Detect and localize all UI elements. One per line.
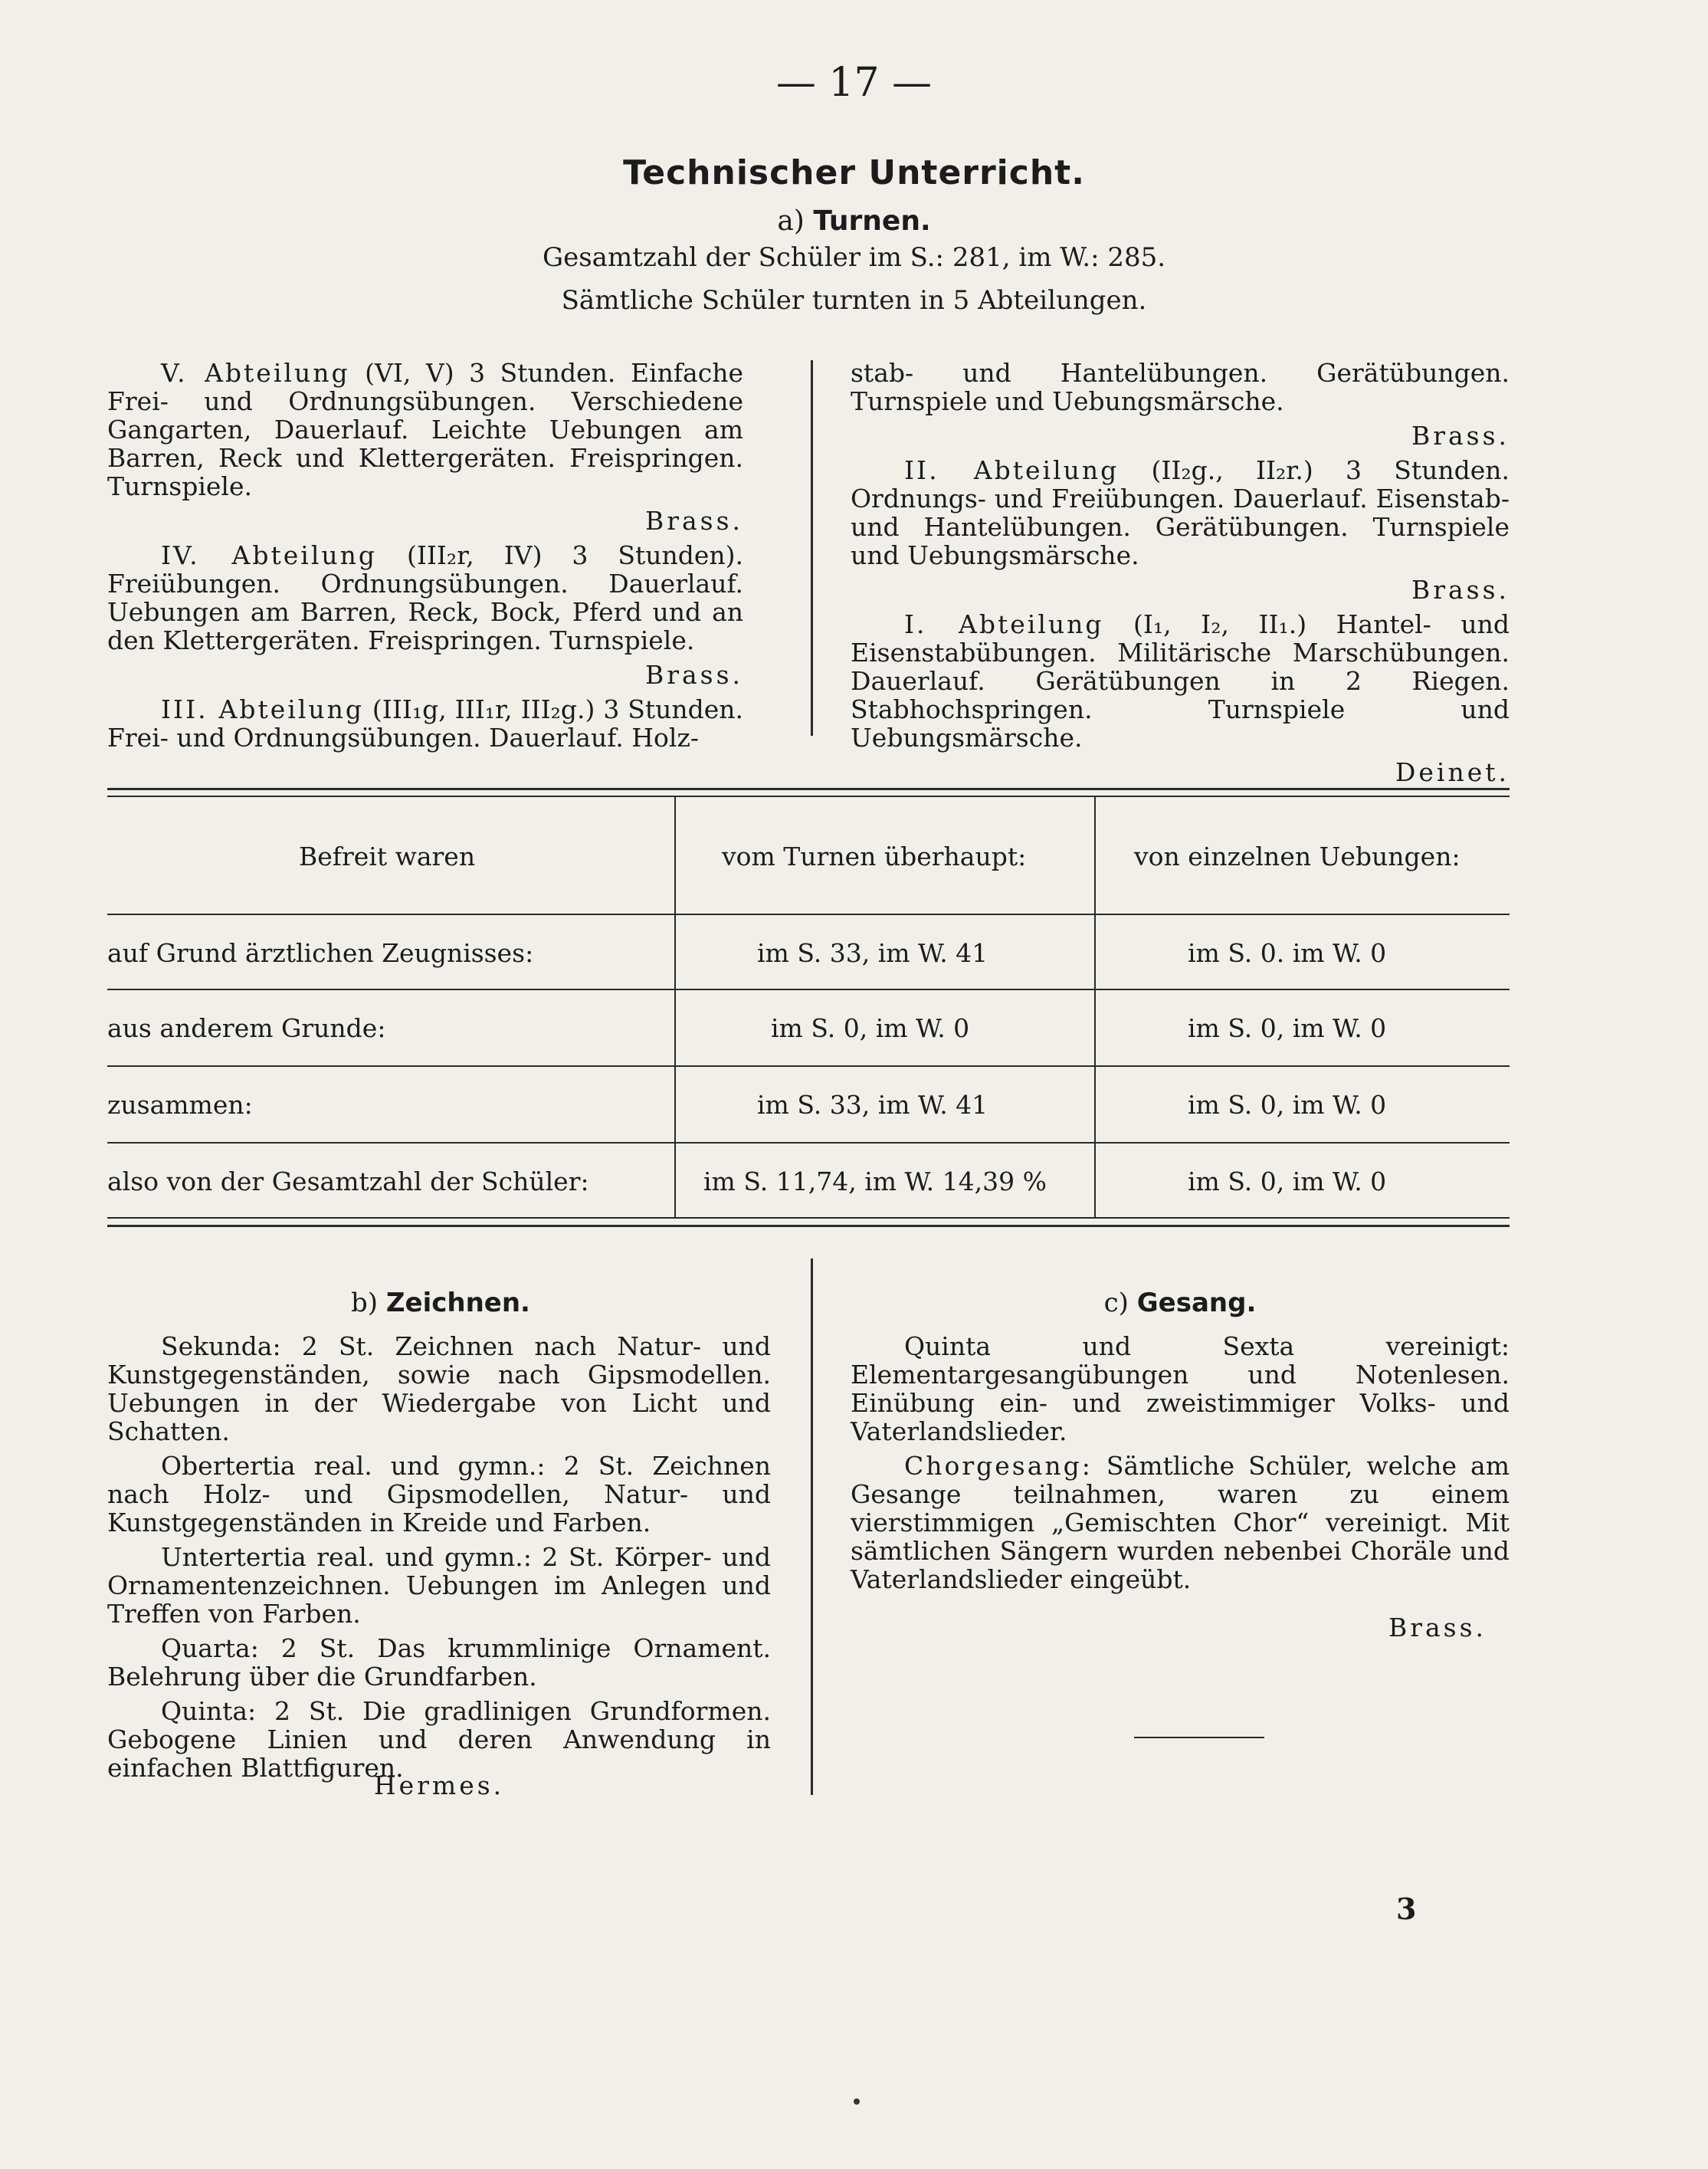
ink-dot xyxy=(854,2098,860,2105)
zeichnen-column xyxy=(107,1332,771,1788)
turnen-heading-prefix: a) xyxy=(777,205,805,237)
turnen-signature: Brass. xyxy=(644,660,743,690)
table-cell-overall: im S. 0, im W. 0 xyxy=(771,1013,970,1043)
zeichnen-paragraph: Untertertia real. und gymn.: 2 St. Körper- und Ornamentenzeichnen. Uebungen im Anlegen und Treffen von Farben. xyxy=(107,1542,771,1629)
turnen-paragraph-v: V. Abteilung (VI, V) 3 Stunden. Einfache Frei- und Ordnungsübungen. Verschiedene Gangarten, Dauerlauf. Leichte Uebungen am Barren, Reck und Klettergeräten. Freispringen. Turnspiele. xyxy=(107,358,743,501)
table-header-befreit: Befreit waren xyxy=(299,842,476,871)
column-divider xyxy=(811,360,813,736)
table-row-rule xyxy=(107,989,1510,990)
abteilung-name: IV. Abteilung xyxy=(161,540,378,570)
table-row-label: auf Grund ärztlichen Zeugnisses: xyxy=(107,938,534,968)
table-top-rule xyxy=(107,788,1510,790)
page-number: — 17 — xyxy=(775,60,933,106)
zeichnen-paragraph: Quarta: 2 St. Das krummlinige Ornament. Belehrung über die Grundfarben. xyxy=(107,1633,771,1692)
zeichnen-paragraph: Obertertia real. und gymn.: 2 St. Zeichnen nach Holz- und Gipsmodellen, Natur- und Kunstgegenständen in Kreide und Farben. xyxy=(107,1451,771,1537)
turnen-paragraph-ii: II. Abteilung (II₂g., II₂r.) 3 Stunden. Ordnungs- und Freiübungen. Dauerlauf. Eisenstab- und Hantelübungen. Gerätübungen. Turnspiele und Uebungsmärsche. xyxy=(851,455,1510,570)
table-cell-overall: im S. 11,74, im W. 14,39 % xyxy=(703,1167,1047,1196)
table-row-rule xyxy=(107,914,1510,915)
sheet-number: 3 xyxy=(1396,1892,1417,1926)
table-column-divider xyxy=(1094,797,1096,1219)
turnen-groups-line: Sämtliche Schüler turnten in 5 Abteilungen. xyxy=(561,285,1147,316)
zeichnen-heading: b) Zeichnen. xyxy=(351,1288,530,1318)
gesang-signature: Brass. xyxy=(1388,1613,1487,1642)
turnen-paragraph-iii: III. Abteilung (III₁g, III₁r, III₂g.) 3 Stunden. Frei- und Ordnungsübungen. Dauerlauf. Holz- xyxy=(107,694,744,753)
table-cell-overall: im S. 33, im W. 41 xyxy=(757,1090,988,1120)
turnen-heading xyxy=(0,205,1708,237)
turnen-paragraph-i: I. Abteilung (I₁, I₂, II₁.) Hantel- und Eisenstabübungen. Militärische Marschübungen. Dauerlauf. Gerätübungen in 2 Riegen. Stabhochspringen. Turnspiele und Uebungsmärsche. xyxy=(851,609,1510,753)
table-row-label: zusammen: xyxy=(107,1090,253,1120)
zeichnen-paragraph: Sekunda: 2 St. Zeichnen nach Natur- und Kunstgegenständen, sowie nach Gipsmodellen. Uebungen in der Wiedergabe von Licht und Schatten. xyxy=(107,1331,771,1446)
table-row-rule xyxy=(107,1065,1510,1067)
table-row-label: aus anderem Grunde: xyxy=(107,1013,386,1043)
column-divider xyxy=(811,1258,813,1795)
zeichnen-signature: Hermes. xyxy=(373,1770,505,1800)
table-cell-overall: im S. 33, im W. 41 xyxy=(757,938,988,968)
table-top-rule-inner xyxy=(107,796,1510,797)
turnen-signature: Brass. xyxy=(1411,421,1510,451)
gesang-chor-paragraph: Chorgesang: Sämtliche Schüler, welche am Gesange teilnahmen, waren zu einem vierstimmigen „Gemischten Chor“ vereinigt. Mit sämtlichen Sängern wurden nebenbei Choräle und Vaterlandslieder eingeübt. xyxy=(851,1451,1510,1594)
abteilung-name: V. Abteilung xyxy=(161,358,350,388)
abteilung-name: III. Abteilung xyxy=(161,694,365,724)
turnen-signature: Deinet. xyxy=(1395,757,1510,787)
turnen-paragraph-iv: IV. Abteilung (III₂r, IV) 3 Stunden). Freiübungen. Ordnungsübungen. Dauerlauf. Uebungen am Barren, Reck, Bock, Pferd und an den Klettergeräten. Freispringen. Turnspiele. xyxy=(107,540,743,655)
table-row-rule xyxy=(107,1142,1510,1144)
short-rule xyxy=(1134,1737,1264,1738)
section-title: Technischer Unterricht. xyxy=(623,153,1085,192)
turnen-total-line: Gesamtzahl der Schüler im S.: 281, im W.: 285. xyxy=(542,242,1166,273)
table-cell-single: im S. 0. im W. 0 xyxy=(1188,938,1387,968)
turnen-left-column xyxy=(107,359,743,758)
table-cell-single: im S. 0, im W. 0 xyxy=(1188,1013,1387,1043)
gesang-heading: c) Gesang. xyxy=(1103,1288,1257,1318)
turnen-heading-title: Turnen. xyxy=(813,205,931,237)
table-row-label: also von der Gesamtzahl der Schüler: xyxy=(107,1167,589,1196)
turnen-signature: Brass. xyxy=(1411,575,1510,605)
turnen-right-column xyxy=(851,359,1510,792)
table-header-single: von einzelnen Uebungen: xyxy=(1134,842,1460,871)
table-cell-single: im S. 0, im W. 0 xyxy=(1188,1090,1387,1120)
zeichnen-paragraph: Quinta: 2 St. Die gradlinigen Grundformen. Gebogene Linien und deren Anwendung in einfachen Blattfiguren. xyxy=(107,1696,771,1783)
table-bottom-rule-inner xyxy=(107,1217,1510,1219)
gesang-paragraph: Quinta und Sexta vereinigt: Elementargesangübungen und Notenlesen. Einübung ein- und zweistimmiger Volks- und Vaterlandslieder. xyxy=(851,1331,1510,1446)
turnen-signature: Brass. xyxy=(644,506,743,536)
abteilung-name: II. Abteilung xyxy=(904,455,1120,485)
table-bottom-rule xyxy=(107,1225,1510,1227)
chorgesang-label: Chorgesang: xyxy=(904,1451,1093,1481)
abteilung-name: I. Abteilung xyxy=(904,609,1104,639)
table-cell-single: im S. 0, im W. 0 xyxy=(1188,1167,1387,1196)
table-header-overall: vom Turnen überhaupt: xyxy=(722,842,1027,871)
table-column-divider xyxy=(674,797,676,1219)
turnen-paragraph-iii-cont: stab- und Hantelübungen. Gerätübungen. Turnspiele und Uebungsmärsche. xyxy=(851,358,1510,416)
gesang-column xyxy=(851,1332,1510,1600)
